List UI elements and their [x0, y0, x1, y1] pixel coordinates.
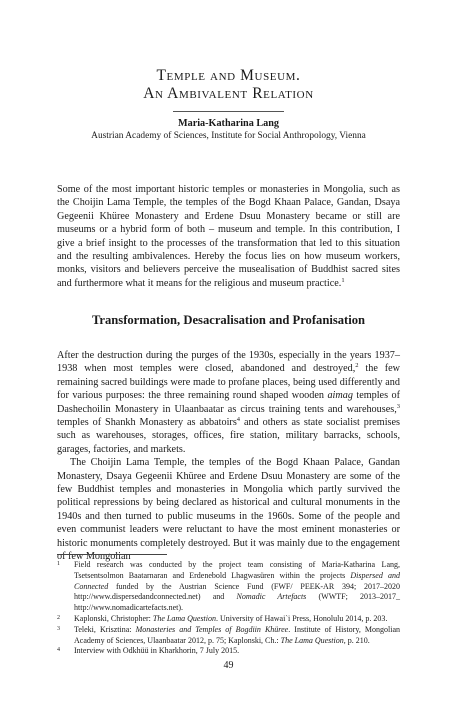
footnote-2-number: 2	[57, 614, 60, 621]
paragraph-1-text-b: the few remaining sacred buildings were made to profane places, being used differently and for various purposes: the three remaining round shaped wooden	[57, 363, 401, 402]
footnote-ref-1[interactable]: 1	[341, 276, 345, 284]
main-text	[57, 349, 400, 564]
footnote-4	[57, 646, 400, 657]
title-line-1-text: Temple and Museum.	[156, 67, 301, 84]
footnote-3-italic-1: Monasteries and Temples of Bogdiin Khüree	[135, 624, 289, 634]
footnote-3	[57, 625, 400, 647]
author-affiliation: Austrian Academy of Sciences, Institute for Social Anthropology, Vienna	[91, 131, 366, 141]
footnote-1-text-b: funded by the Austrian Science Fund (FWF/ PEEK-AR 394; 2017–2020 http://www.dispersedandconnected.net) and	[74, 581, 400, 602]
paragraph-1-text-a: After the destruction during the purges of the 1930s, especially in the years 1937–1938 when most temples were closed, abandoned and destroyed,	[57, 350, 400, 375]
title-divider	[173, 111, 284, 112]
footnote-1-italic-1: Dispersed and Connected	[74, 570, 400, 591]
footnote-2-italic-1: The Lama Question	[152, 613, 217, 623]
footnote-4-text-a: Interview with Odkhüü in Kharkhorin, 7 July 2015.	[74, 646, 240, 656]
footnote-1-text-c: (WWTF; 2013–2017_ http://www.nomadicartefacts.net).	[74, 592, 400, 613]
footnote-divider	[57, 554, 167, 555]
footnotes	[57, 560, 400, 657]
footnote-1-number: 1	[57, 561, 60, 567]
title-line-2-text: An Ambivalent Relation	[143, 85, 314, 102]
article-title-line-1	[0, 67, 457, 85]
paragraph-1-italic-term: aimag	[327, 390, 353, 402]
footnote-3-text-a: Teleki, Krisztina:	[74, 624, 136, 634]
section-heading: Transformation, Desacralisation and Profanisation	[91, 313, 366, 327]
footnote-1-text-a: Field research was conducted by the project team consisting of Maria-Katharina Lang, Tsetsentsolmon Baatarnaran and Erdenebold Lhagwasüren within the projects	[74, 560, 400, 580]
footnote-3-italic-2: The Lama Question	[280, 635, 344, 645]
abstract-text: Some of the most important historic temples or monasteries in Mongolia, such as the Choijin Lama Temple, the temples of the Bogd Khaan Palace, Gandan, Dsaya Gegeenii Khüree Monastery and Erdene Dsuu Monastery became or still are museums or a hybrid form of both – museum and temple. In this contribution, I give a brief insight to the processes of the transformation that led to this situation and the resulting ambivalences. Hereby the focus lies on how museum workers, monks, visitors and believers perceive the musealisation of Buddhist sacred sites and furthermore what it means for the religious and museum practice.	[57, 184, 400, 289]
footnote-3-text-b: . Institute of History, Mongolian Academy of Sciences, Ulaanbaatar 2012, p. 75; Kaplonski, Ch.:	[74, 624, 400, 645]
article-title-line-2	[0, 85, 457, 103]
paragraph-1-text-e: and others as state socialist premises such as warehouses, storages, offices, fire station, military barracks, schools, garages, factories, and markets.	[57, 417, 400, 455]
abstract-paragraph	[57, 183, 400, 290]
footnote-4-number: 4	[57, 647, 60, 654]
footnote-ref-4[interactable]: 4	[236, 416, 241, 424]
paragraph-1-text-d: temples of Shankh Monastery as abbatoirs	[57, 417, 237, 429]
author-name: Maria-Katharina Lang	[177, 118, 280, 129]
footnote-ref-2[interactable]: 2	[355, 362, 359, 370]
paragraph-2: The Choijin Lama Temple, the temples of the Bogd Khaan Palace, Gandan Monastery, Dsaya Gegeenii Khüree and Erdene Dsuu Monastery are some of the few Buddhist temples and monasteries in Mongolia which partly survived the political repressions by being declared as historical and cultural monuments in the 1940s and then turned to public museums in the 1960s. Some of the people and even communist leaders were reluctant to have the most eminent monasteries or historic monuments completely destroyed. But it was mainly due to the engagement of few Mongolian	[57, 457, 400, 563]
footnote-2-text-a: Kaplonski, Christopher:	[74, 613, 153, 623]
footnote-2-text-b: . University of Hawai`i Press, Honolulu 2014, p. 203.	[216, 613, 388, 623]
footnote-ref-3[interactable]: 3	[396, 402, 400, 410]
paragraph-1-text-c: temples of Dashechoilin Monastery in Ulaanbaatar as circus training tents and warehouses,	[57, 390, 400, 415]
footnote-1	[57, 560, 400, 614]
abstract	[57, 183, 400, 290]
footnote-3-text-c: , p. 210.	[343, 635, 370, 645]
footnote-3-number: 3	[57, 625, 60, 632]
paragraph-1	[57, 349, 400, 456]
footnote-1-italic-2: Nomadic Artefacts	[236, 592, 307, 602]
footnote-2	[57, 614, 400, 625]
page-number: 49	[223, 660, 234, 671]
